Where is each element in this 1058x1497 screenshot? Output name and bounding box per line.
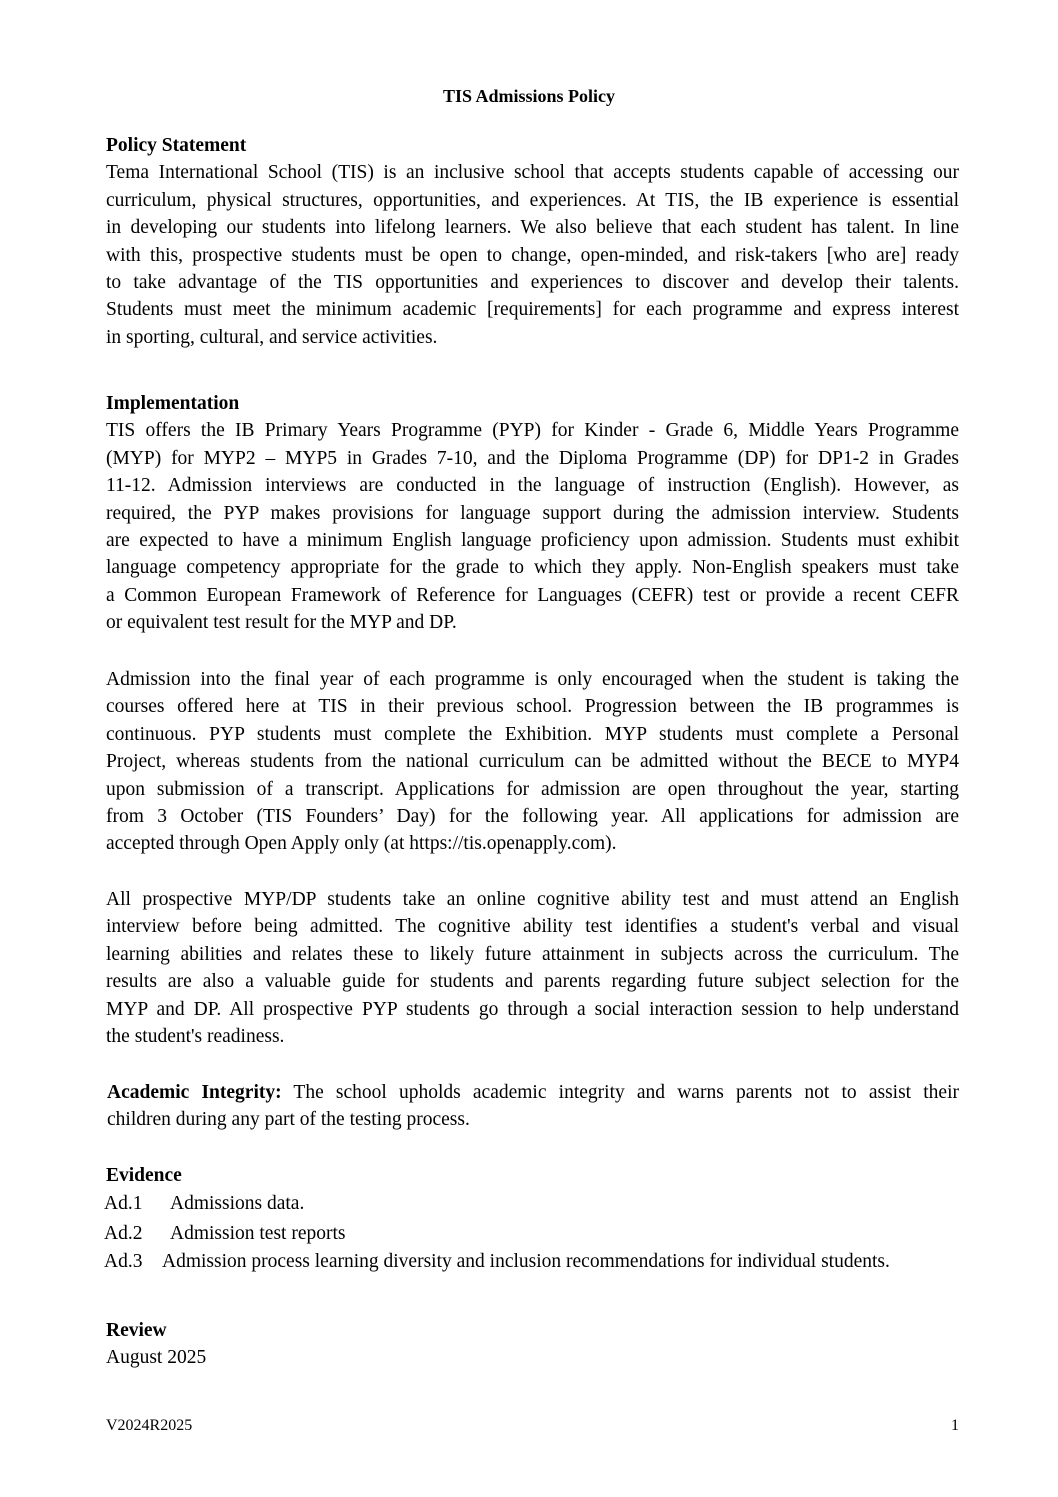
evidence-code: Ad.2 (104, 1223, 143, 1244)
implementation-line: All prospective MYP/DP students take an online cognitive ability test and must attend an English (106, 889, 959, 910)
implementation-line: required, the PYP makes provisions for language support during the admission interview. Students (106, 502, 959, 524)
implementation-line: TIS offers the IB Primary Years Programme (PYP) for Kinder - Grade 6, Middle Years Programme (106, 420, 959, 442)
academic-integrity-label: Academic Integrity: (107, 1082, 282, 1103)
implementation-line: from 3 October (TIS Founders’ Day) for the following year. All applications for admission are (106, 806, 959, 828)
evidence-item (104, 1220, 346, 1247)
implementation-line: (MYP) for MYP2 – MYP5 in Grades 7-10, and the Diploma Programme (DP) for DP1-2 in Grades (106, 447, 959, 469)
evidence-section (106, 1162, 959, 1189)
implementation-section (106, 390, 959, 637)
implementation-line: MYP and DP. All prospective PYP students go through a social interaction session to help understand (106, 998, 959, 1020)
implementation-line: 11-12. Admission interviews are conducted in the language of instruction (English). However, as (106, 475, 959, 497)
implementation-heading: Implementation (106, 393, 240, 414)
document-title: TIS Admissions Policy (442, 86, 616, 106)
policy-statement-line: to take advantage of the TIS opportunities and experiences to discover and develop their talents. (106, 272, 959, 294)
implementation-line: upon submission of a transcript. Applications for admission are open throughout the year, starting (106, 778, 959, 800)
implementation-line: the student's readiness. (106, 1026, 285, 1048)
implementation-line: Project, whereas students from the national curriculum can be admitted without the BECE to MYP4 (106, 751, 959, 773)
evidence-code: Ad.1 (104, 1193, 143, 1214)
policy-statement-line: with this, prospective students must be open to change, open-minded, and risk-takers [who are] ready (106, 244, 959, 266)
review-date: August 2025 (106, 1347, 207, 1369)
academic-integrity-line (107, 1079, 959, 1106)
academic-integrity-text: The school upholds academic integrity and warns parents not to assist their (281, 1082, 959, 1103)
policy-statement-line: in sporting, cultural, and service activities. (106, 326, 438, 348)
implementation-line: language competency appropriate for the grade to which they apply. Non-English speakers must take (106, 557, 959, 579)
footer-version: V2024R2025 (106, 1417, 193, 1434)
evidence-code: Ad.3 (104, 1251, 143, 1272)
academic-integrity-line: children during any part of the testing process. (107, 1109, 470, 1131)
policy-statement-section (106, 132, 959, 351)
evidence-text: Admission process learning diversity and inclusion recommendations for individual students. (162, 1251, 890, 1272)
policy-statement-line: Students must meet the minimum academic [requirements] for each programme and express interest (106, 299, 959, 321)
evidence-item (104, 1190, 304, 1217)
policy-statement-heading: Policy Statement (106, 135, 247, 156)
evidence-text: Admissions data. (170, 1193, 305, 1214)
implementation-line: or equivalent test result for the MYP and DP. (106, 612, 457, 634)
evidence-heading: Evidence (106, 1165, 182, 1186)
implementation-line: are expected to have a minimum English language proficiency upon admission. Students must exhibit (106, 530, 959, 552)
policy-statement-line: curriculum, physical structures, opportunities, and experiences. At TIS, the IB experience is essential (106, 189, 959, 211)
implementation-line: interview before being admitted. The cognitive ability test identifies a student's verbal and visual (106, 916, 959, 938)
implementation-paragraph-3 (106, 886, 959, 1050)
review-section (106, 1317, 959, 1372)
implementation-line: accepted through Open Apply only (at https://tis.openapply.com). (106, 833, 617, 855)
implementation-line: continuous. PYP students must complete the Exhibition. MYP students must complete a Personal (106, 723, 959, 745)
policy-statement-line: Tema International School (TIS) is an inclusive school that accepts students capable of accessing our (106, 162, 959, 184)
footer-page-number: 1 (951, 1417, 959, 1434)
evidence-item (104, 1248, 890, 1275)
review-heading: Review (106, 1320, 167, 1341)
implementation-line: courses offered here at TIS in their previous school. Progression between the IB programmes is (106, 696, 959, 718)
policy-statement-line: in developing our students into lifelong learners. We also believe that each student has talent. In line (106, 217, 959, 239)
implementation-line: learning abilities and relates these to likely future attainment in subjects across the curriculum. The (106, 943, 959, 965)
implementation-line: a Common European Framework of Reference for Languages (CEFR) test or provide a recent CEFR (106, 584, 959, 606)
academic-integrity-section (107, 1079, 959, 1134)
evidence-text: Admission test reports (170, 1223, 346, 1244)
implementation-paragraph-2 (106, 666, 959, 858)
implementation-line: Admission into the final year of each programme is only encouraged when the student is taking the (106, 669, 959, 690)
implementation-line: results are also a valuable guide for students and parents regarding future subject selection for the (106, 971, 959, 993)
